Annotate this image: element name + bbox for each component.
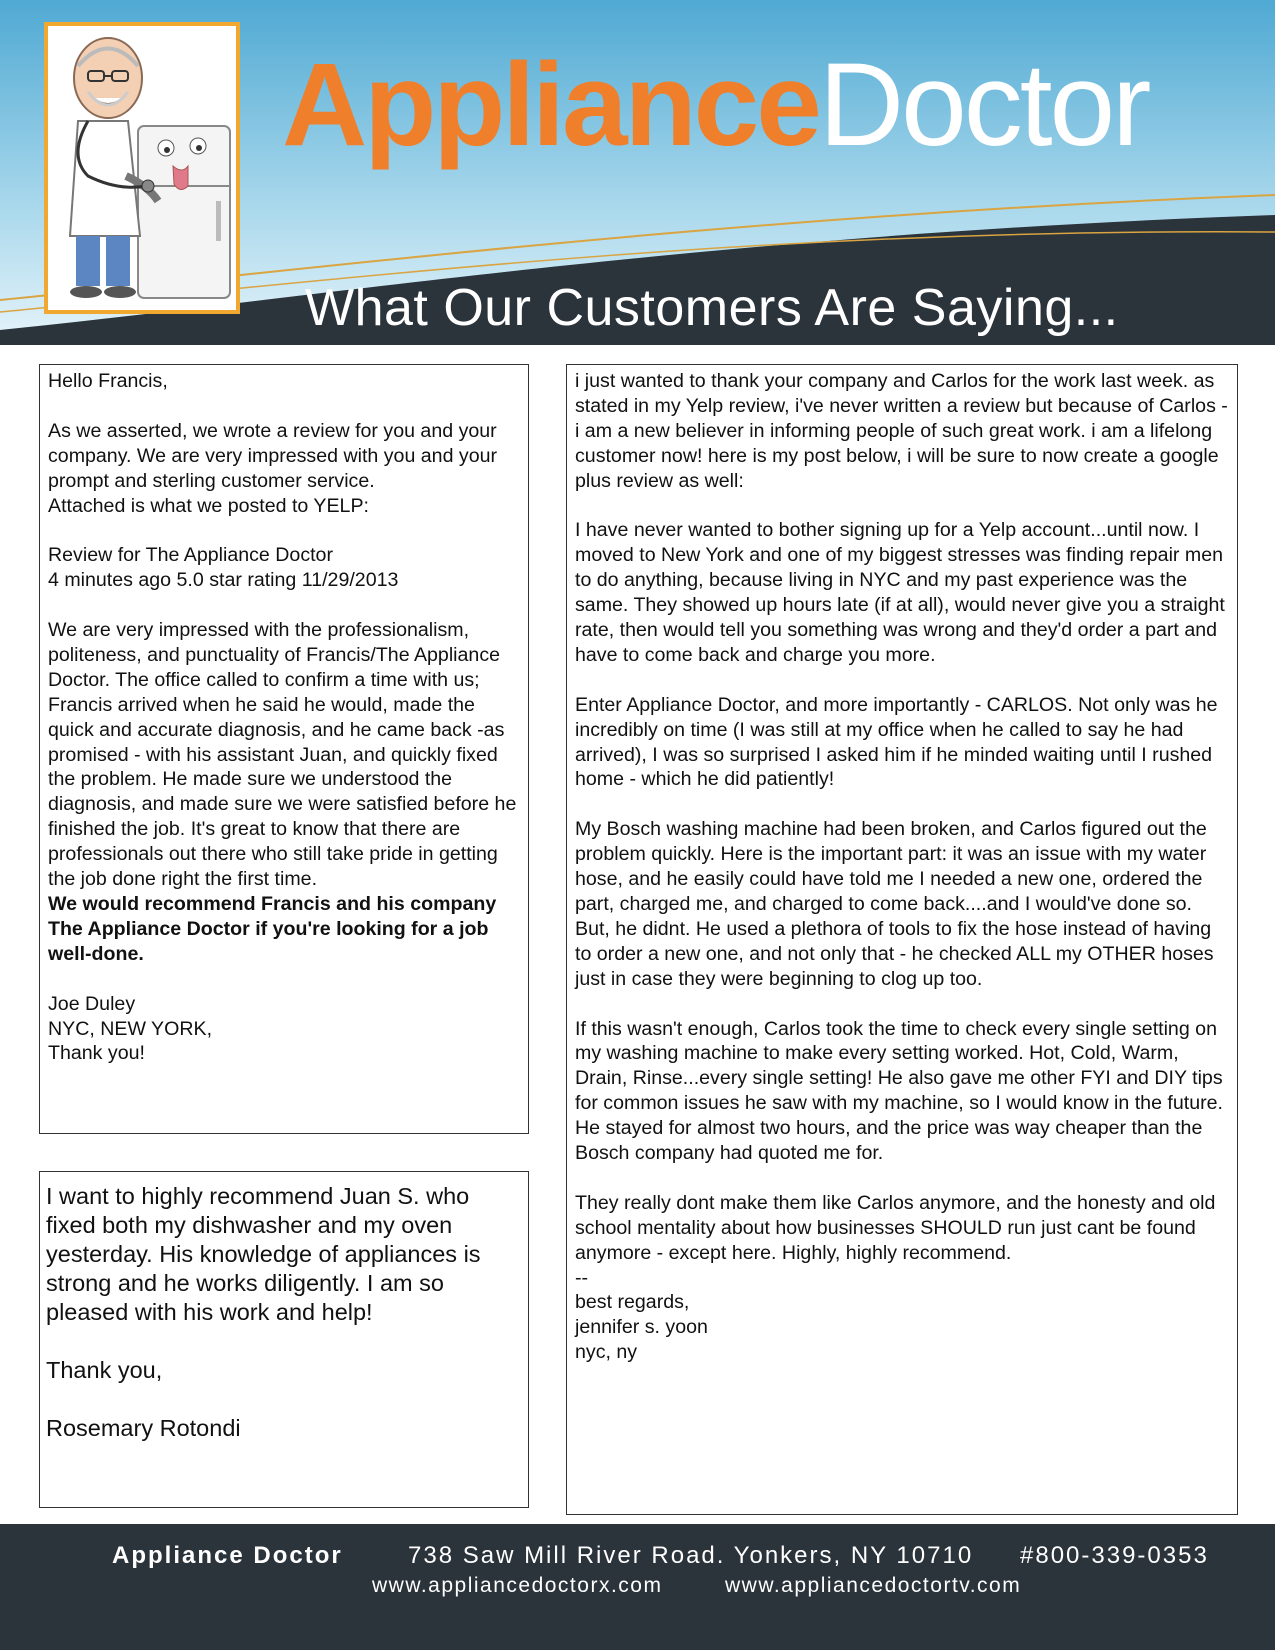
review-card-jennifer-yoon: [566, 364, 1238, 1515]
review-paragraph-3: My Bosch washing machine had been broken, and Carlos figured out the problem quickly. Here is the important part: it was an issue with my water hose, and he easily could have told me I needed a new one, ordered the part, charged me, and charged to come back....and I would've done so. But, he didnt. He used a plethora of tools to fix the hose instead of having to order a new one, and not only that - he checked ALL my OTHER hoses just in case they were beginning to clog up too.: [575, 818, 1214, 990]
review-location: NYC, NEW YORK,: [48, 1017, 213, 1040]
footer-bar: [0, 1524, 1275, 1650]
review-paragraph-2: Enter Appliance Doctor, and more importantly - CARLOS. Not only was he incredibly on time (I was still at my office when he called to say he had arrived), I was so surprised I asked him if he minded waiting until I rushed home - which he did patiently!: [575, 693, 1218, 791]
review-greeting: Hello Francis,: [48, 370, 168, 392]
section-heading: What Our Customers Are Saying...: [305, 279, 1119, 337]
review-author: Joe Duley: [48, 992, 136, 1015]
review-thanks: Thank you,: [46, 1357, 163, 1383]
footer-address: 738 Saw Mill River Road. Yonkers, NY 10710: [408, 1542, 974, 1569]
footer-phone: #800-339-0353: [1020, 1542, 1209, 1569]
footer-website-link-2[interactable]: www.appliancedoctortv.com: [725, 1574, 1022, 1597]
signature-separator: --: [575, 1266, 589, 1289]
review-thanks: Thank you!: [48, 1042, 145, 1065]
review-location: nyc, ny: [575, 1341, 638, 1364]
review-meta: 4 minutes ago 5.0 star rating 11/29/2013: [48, 569, 399, 592]
review-attached-note: Attached is what we posted to YELP:: [48, 494, 369, 517]
review-recommend: We would recommend Francis and his company The Appliance Doctor if you're looking for a job well-done.: [48, 892, 497, 965]
review-card-joe-duley: [39, 364, 529, 1134]
footer-website-link-1[interactable]: www.appliancedoctorx.com: [372, 1574, 663, 1597]
footer-company-name: Appliance Doctor: [112, 1542, 343, 1569]
review-author: jennifer s. yoon: [575, 1316, 708, 1339]
review-intro: i just wanted to thank your company and Carlos for the work last week. as stated in my Yelp review, i've never written a review but because of Carlos - i am a new believer in informing people of such great work. i am a lifelong customer now! here is my post below, i will be sure to now create a google plus review as well:: [575, 370, 1228, 492]
review-regards: best regards,: [575, 1291, 690, 1314]
review-author: Rosemary Rotondi: [46, 1415, 241, 1441]
header-banner: [0, 0, 1275, 345]
review-card-rosemary-rotondi: [39, 1171, 529, 1508]
doctor-refrigerator-illustration: [48, 26, 236, 310]
doctor-caricature: [44, 22, 240, 314]
review-body: We are very impressed with the professionalism, politeness, and punctuality of Francis/The Appliance Doctor. The office called to confirm a time with us; Francis arrived when he said he would, made the quick and accurate diagnosis, and he came back -as promised - with his assistant Juan, and quickly fixed the problem. He made sure we understood the diagnosis, and made sure we were satisfied before he finished the job. It's great to know that there are professionals out there who still take pride in getting the job done right the first time.: [48, 619, 517, 891]
review-body: I want to highly recommend Juan S. who fixed both my dishwasher and my oven yesterday. His knowledge of appliances is strong and he works diligently. I am so pleased with his work and help!: [46, 1183, 481, 1325]
brand-doctor: Doctor: [818, 39, 1149, 171]
review-intro: As we asserted, we wrote a review for you and your company. We are very impressed with you and your prompt and sterling customer service.: [48, 419, 498, 492]
review-paragraph-1: I have never wanted to bother signing up for a Yelp account...until now. I moved to New York and one of my biggest stresses was finding repair men to do anything, because living in NYC and my past experience was the same. They showed up hours late (if at all), would never give you a straight rate, then would tell you something was wrong and they'd order a part and have to come back and charge you more.: [575, 519, 1225, 666]
review-paragraph-4: If this wasn't enough, Carlos took the time to check every single setting on my washing machine to make every setting worked. Hot, Cold, Warm, Drain, Rinse...every single setting! He also gave me other FYI and DIY tips for common issues he saw with my machine, so I would know in the future. He stayed for almost two hours, and the price was way cheaper than the Bosch company had quoted me for.: [575, 1017, 1223, 1165]
brand-appliance: Appliance: [282, 39, 819, 171]
brand-logo: [282, 39, 1149, 171]
review-paragraph-5: They really dont make them like Carlos anymore, and the honesty and old school mentality about how businesses SHOULD run just cant be found anymore - except here. Highly, highly recommend.: [575, 1191, 1216, 1264]
review-title: Review for The Appliance Doctor: [48, 544, 333, 567]
